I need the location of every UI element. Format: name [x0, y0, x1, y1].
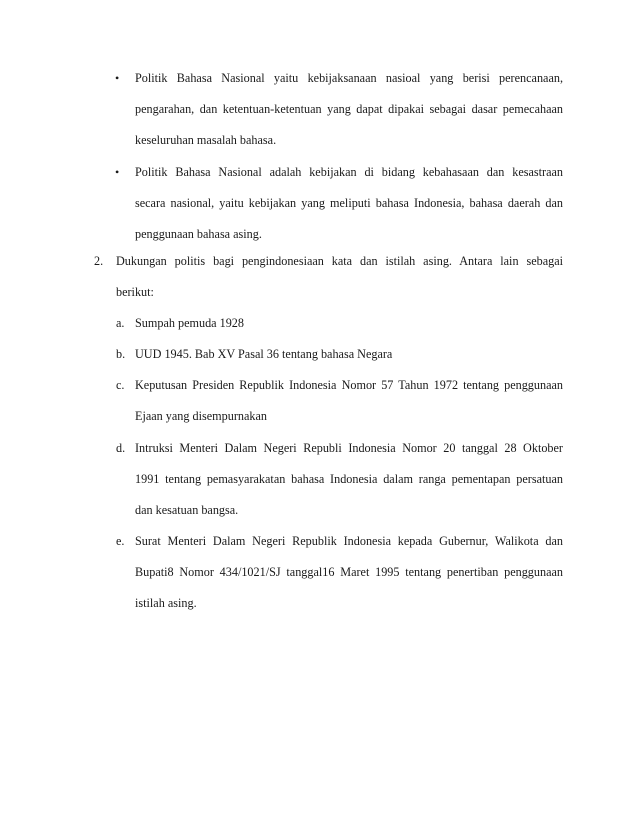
bullet-1-line-3: keseluruhan masalah bahasa. — [135, 133, 277, 147]
subitem-d-line-1: Intruksi Menteri Dalam Negeri Republi Indonesia Nomor 20 tanggal 28 Oktober — [135, 441, 563, 455]
item-2-line-1: Dukungan politis bagi pengindonesiaan kata dan istilah asing. Antara lain sebagai — [116, 254, 563, 268]
subitem-e-line-2: Bupati8 Nomor 434/1021/SJ tanggal16 Maret 1995 tentang penertiban penggunaan — [135, 565, 563, 579]
subitem-e-line-3: istilah asing. — [135, 596, 197, 610]
bullet-2-line-1: Politik Bahasa Nasional adalah kebijakan di bidang kebahasaan dan kesastraan — [135, 165, 563, 179]
subitem-d-line-3: dan kesatuan bangsa. — [135, 503, 239, 517]
bullet-1-line-1: Politik Bahasa Nasional yaitu kebijaksanaan nasioal yang berisi perencanaan, — [135, 71, 563, 85]
subitem-c-line-2: Ejaan yang disempurnakan — [135, 409, 267, 423]
bullet-1-symbol: • — [115, 71, 120, 85]
bullet-1-line-2: pengarahan, dan ketentuan-ketentuan yang dapat dipakai sebagai dasar pemecahaan — [135, 102, 563, 116]
subitem-a-line-1: Sumpah pemuda 1928 — [135, 316, 244, 330]
bullet-2-line-3: penggunaan bahasa asing. — [135, 227, 262, 241]
subitem-e-marker: e. — [116, 534, 125, 548]
bullet-2-symbol: • — [115, 165, 120, 179]
subitem-c-marker: c. — [116, 378, 125, 392]
subitem-c-line-1: Keputusan Presiden Republik Indonesia Nomor 57 Tahun 1972 tentang penggunaan — [135, 378, 563, 392]
subitem-a-marker: a. — [116, 316, 125, 330]
subitem-b-line-1: UUD 1945. Bab XV Pasal 36 tentang bahasa Negara — [135, 347, 393, 361]
subitem-b-marker: b. — [116, 347, 126, 361]
subitem-d-line-2: 1991 tentang pemasyarakatan bahasa Indonesia dalam ranga pementapan persatuan — [135, 472, 563, 486]
subitem-d-marker: d. — [116, 441, 126, 455]
item-2-marker: 2. — [94, 254, 104, 268]
subitem-e-line-1: Surat Menteri Dalam Negeri Republik Indonesia kepada Gubernur, Walikota dan — [135, 534, 563, 548]
bullet-2-line-2: secara nasional, yaitu kebijakan yang meliputi bahasa Indonesia, bahasa daerah dan — [135, 196, 563, 210]
item-2-line-2: berikut: — [116, 285, 154, 299]
